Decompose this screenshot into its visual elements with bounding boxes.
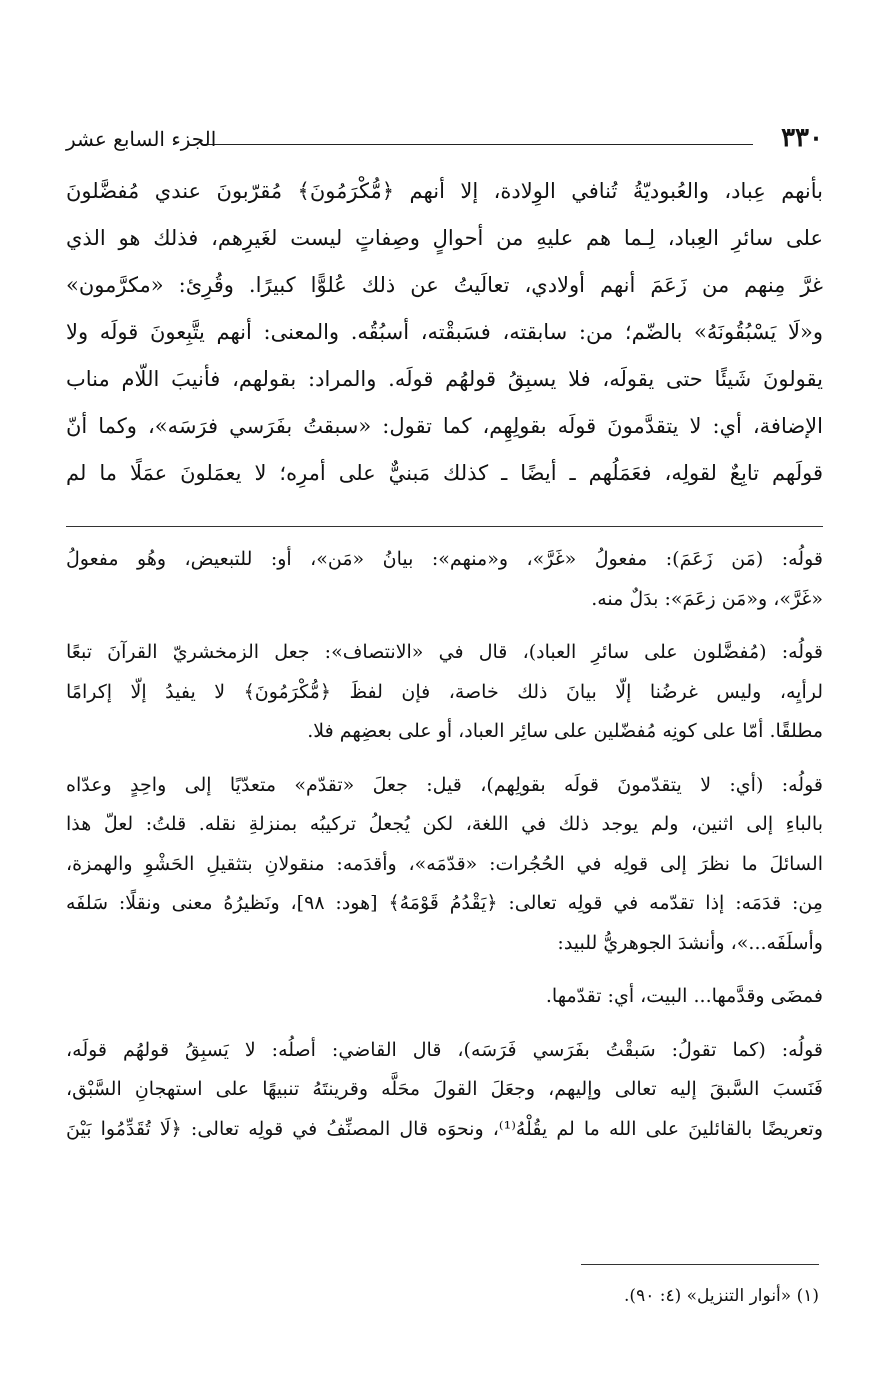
commentary-paragraph bbox=[66, 1031, 823, 1150]
main-text-line: قولَهم تابِعٌ لقولِه، فعَمَلُهم ـ أيضًا ـ كذلك مَبنيٌّ على أمرِه؛ لا يعمَلونَ عمَلًا ما لم bbox=[66, 461, 823, 485]
commentary-line: قولُه: (مَن زَعَمَ): مفعولُ «غَرَّ»، و«منهم»: بيانُ «مَن»، أو: للتبعيض، وهُو مفعولُ bbox=[66, 548, 823, 570]
page-header bbox=[66, 118, 823, 158]
commentary-line: وتعريضًا بالقائلينَ على الله ما لم يقُلْهُ⁽¹⁾، ونحوَه قال المصنِّفُ في قولِه تعالى: ﴿لَا تُقَدِّمُوا بَيْنَ bbox=[66, 1117, 823, 1140]
footnote: (١) «أنوار التنزيل» (٤: ٩٠). bbox=[624, 1286, 819, 1306]
page-number: ٣٣٠ bbox=[781, 123, 823, 153]
main-text-line: بأنهم عِباد، والعُبوديّةُ تُنافي الوِلادة، إلا أنهم ﴿مُّكْرَمُونَ﴾ مُقرّبونَ عندي مُفضَّلونَ bbox=[66, 179, 823, 203]
main-text-line: يقولونَ شَيئًا حتى يقولَه، فلا يسبِقُ قولهُم قولَه. والمراد: بقولهم، فأنيبَ اللّام مناب bbox=[66, 367, 823, 391]
main-text-line: الإضافة، أي: لا يتقدَّمونَ قولَه بقولِهِم، كما تقول: «سبقتُ بفَرَسي فرَسَه»، وكما أنّ bbox=[66, 414, 823, 438]
commentary-line: قولُه: (كما تقولُ: سَبقْتُ بفَرَسي فَرَسَه)، قال القاضي: أصلُه: لا يَسبِقُ قولهُم قولَه، bbox=[66, 1038, 823, 1061]
commentary-paragraph bbox=[66, 766, 823, 964]
main-text-line: على سائرِ العِباد، لِـما هم عليهِ من أحوالٍ وصِفاتٍ ليست لغَيرِهم، فذلك هو الذي bbox=[66, 226, 823, 250]
commentary-line: قولُه: (أي: لا يتقدّمونَ قولَه بقولِهم)، قيل: جعلَ «تقدّم» متعدّيًا إلى واحِدٍ وعدّاه bbox=[66, 773, 823, 796]
footnote-rule bbox=[581, 1264, 819, 1265]
commentary-paragraph bbox=[66, 977, 823, 1017]
commentary-line: فَنَسبَ السَّبقَ إليه تعالى وإليهم، وجعَلَ القولَ محَلَّه وقرينتَهُ تنبيهًا على استهجانِ السَّبْق، bbox=[66, 1078, 823, 1100]
commentary-line: مِن: قدَمَه: إذا تقدّمه في قولِه تعالى: ﴿يَقْدُمُ قَوْمَهُ﴾ [هود: ٩٨]، ونَظيرُهُ معنى ونقلًا: سَلفَه bbox=[66, 892, 823, 914]
main-text bbox=[66, 168, 823, 497]
main-text-divider bbox=[66, 526, 823, 527]
header-rule bbox=[201, 144, 753, 145]
main-text-line: غرَّ مِنهم من زَعَمَ أنهم أولادي، تعالَيتُ عن ذلك عُلوًّا كبيرًا. وقُرِئ: «مكرَّمون» bbox=[66, 273, 823, 297]
commentary-line: مطلقًا. أمّا على كونِه مُفضّلين على سائِر العباد، أو على بعضِهم فلا. bbox=[307, 720, 823, 742]
commentary-line: لرأيِه، وليس غرضُنا إلّا بيانَ ذلك خاصة، فإن لفظَ ﴿مُّكْرَمُونَ﴾ لا يفيدُ إلّا إكرامًا bbox=[66, 680, 823, 703]
commentary-line: السائلَ ما نظرَ إلى قولِه في الحُجُرات: «قدّمَه»، وأقدَمه: منقولانِ بتثقيلِ الحَشْوِ والهمزة، bbox=[66, 852, 823, 875]
commentary-line: قولُه: (مُفضَّلون على سائرِ العباد)، قال في «الانتصاف»: جعل الزمخشريّ القرآنَ تبعًا bbox=[66, 641, 823, 663]
commentary-line: فمضَى وقدَّمها... البيت، أي: تقدّمها. bbox=[545, 985, 823, 1007]
main-text-line: و«لَا يَسْبُقُونَهُ» بالضّم؛ من: سابقته، فسَبقْته، أسبُقُه. والمعنى: أنهم يتَّبِعونَ قولَه ولا bbox=[66, 320, 823, 344]
commentary-paragraph bbox=[66, 633, 823, 752]
commentary-line: بالباءِ إلى اثنين، ولم يوجد ذلك في اللغة، لكن يُجعلُ تركيبُه بمنزلةِ نقله. قلتُ: لعلّ هذا bbox=[66, 813, 823, 835]
commentary-paragraph bbox=[66, 540, 823, 619]
commentary-line: وأسلَفَه...»، وأنشدَ الجوهريُّ للبيد: bbox=[557, 931, 823, 954]
commentary bbox=[66, 540, 823, 1163]
commentary-line: «غَرَّ»، و«مَن زعَمَ»: بدَلٌ منه. bbox=[591, 587, 823, 610]
running-title: الجزء السابع عشر bbox=[66, 127, 217, 151]
